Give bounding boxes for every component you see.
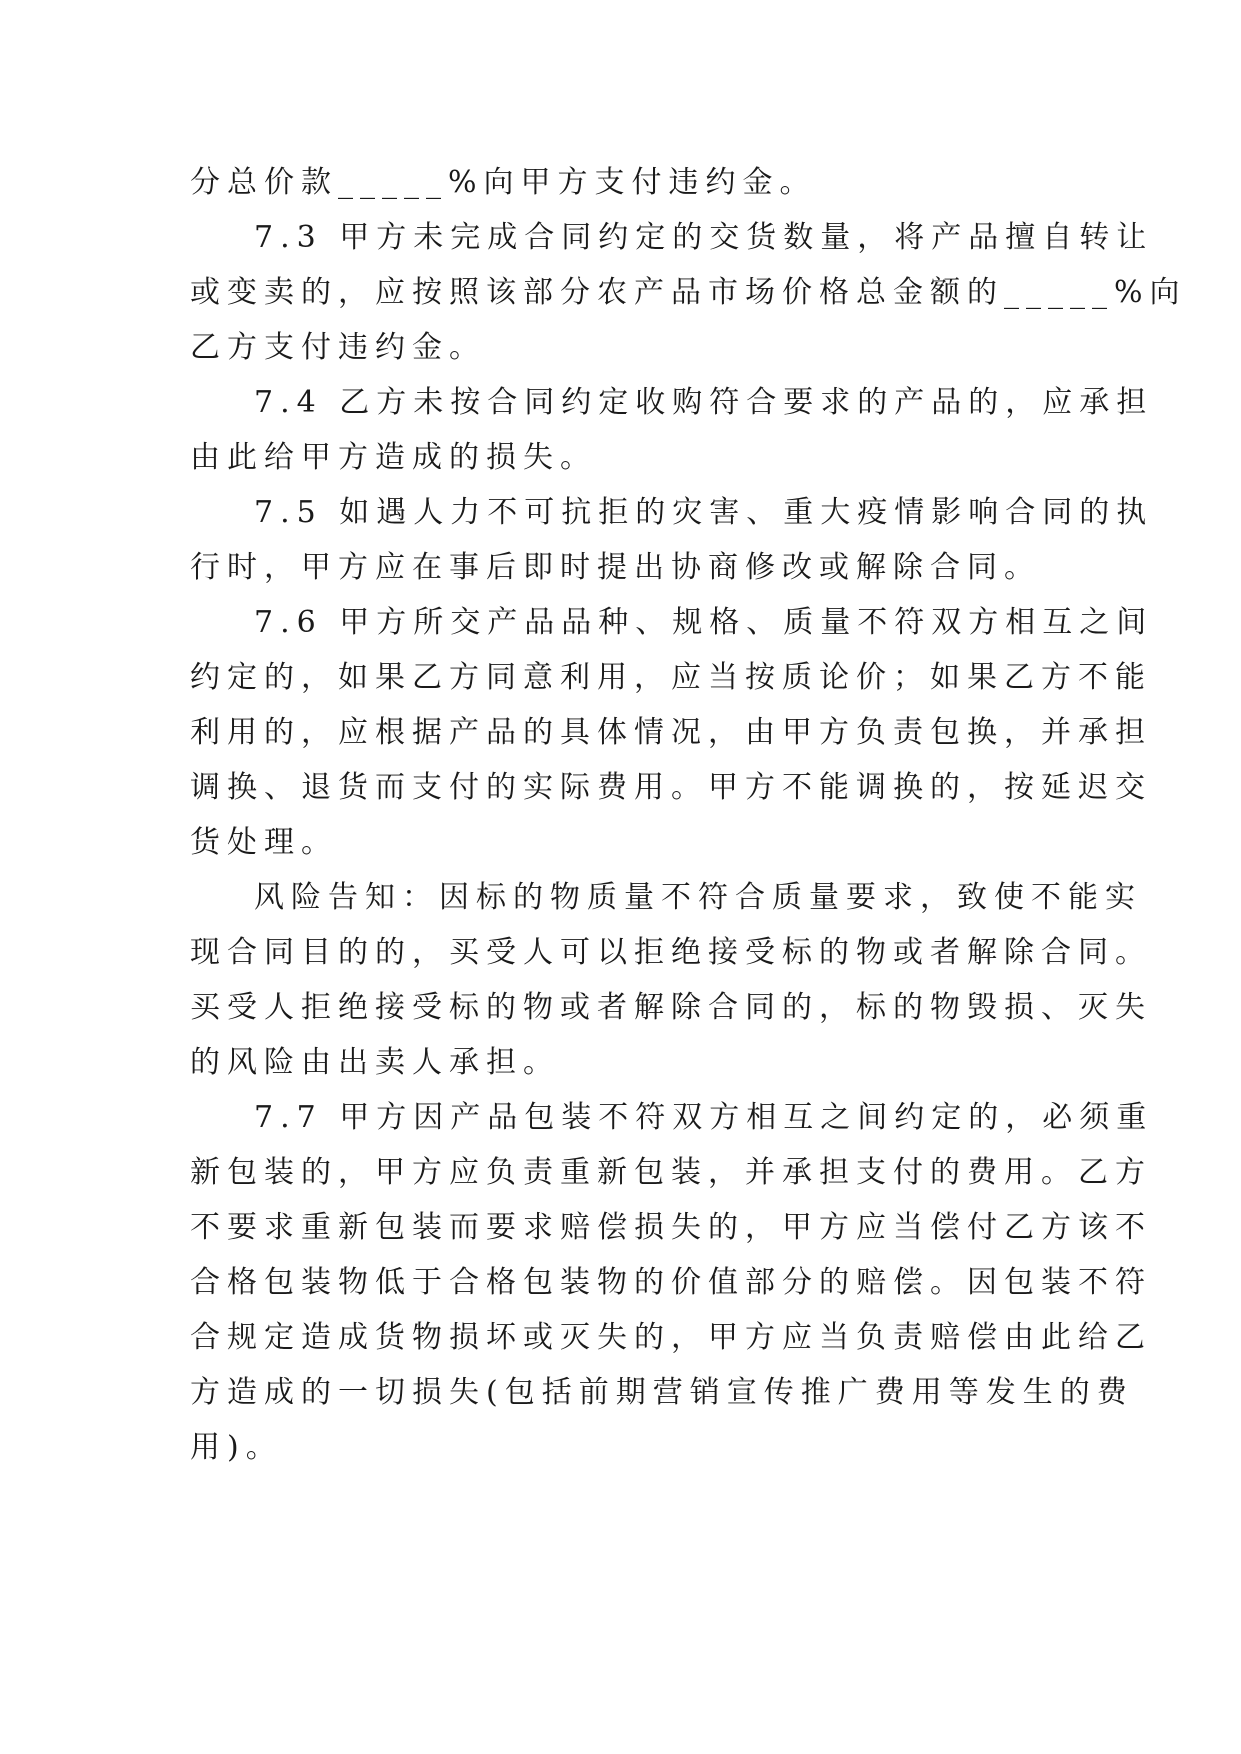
text-line: 约定的，如果乙方同意利用，应当按质论价；如果乙方不能 bbox=[190, 660, 1152, 695]
text-line: 利用的，应根据产品的具体情况，由甲方负责包换，并承担 bbox=[190, 715, 1152, 750]
document-page bbox=[190, 155, 1187, 1475]
text-line: 由此给甲方造成的损失。 bbox=[190, 440, 597, 475]
text-line: 风险告知：因标的物质量不符合质量要求，致使不能实 bbox=[254, 880, 1142, 915]
text-line: 不要求重新包装而要求赔偿损失的，甲方应当偿付乙方该不 bbox=[190, 1210, 1152, 1245]
text-line: 现合同目的的，买受人可以拒绝接受标的物或者解除合同。 bbox=[190, 935, 1152, 970]
text-line: 或变卖的，应按照该部分农产品市场价格总金额的_____%向 bbox=[190, 275, 1187, 310]
text-line: 调换、退货而支付的实际费用。甲方不能调换的，按延迟交 bbox=[190, 770, 1152, 805]
text-line: 买受人拒绝接受标的物或者解除合同的，标的物毁损、灭失 bbox=[190, 990, 1152, 1025]
text-line: 分总价款_____%向甲方支付违约金。 bbox=[190, 165, 817, 200]
text-line: 乙方支付违约金。 bbox=[190, 330, 486, 365]
text-line: 的风险由出卖人承担。 bbox=[190, 1045, 560, 1080]
text-line: 7.7 甲方因产品包装不符双方相互之间约定的，必须重 bbox=[254, 1100, 1154, 1135]
text-line: 合格包装物低于合格包装物的价值部分的赔偿。因包装不符 bbox=[190, 1265, 1152, 1300]
text-line: 货处理。 bbox=[190, 825, 338, 860]
text-line: 用)。 bbox=[190, 1430, 283, 1465]
text-line: 合规定造成货物损坏或灭失的，甲方应当负责赔偿由此给乙 bbox=[190, 1320, 1152, 1355]
text-line: 7.6 甲方所交产品品种、规格、质量不符双方相互之间 bbox=[254, 605, 1154, 640]
text-line: 方造成的一切损失(包括前期营销宣传推广费用等发生的费 bbox=[190, 1375, 1134, 1410]
text-line: 7.4 乙方未按合同约定收购符合要求的产品的，应承担 bbox=[254, 385, 1154, 420]
text-line: 新包装的，甲方应负责重新包装，并承担支付的费用。乙方 bbox=[190, 1155, 1152, 1190]
text-line: 7.5 如遇人力不可抗拒的灾害、重大疫情影响合同的执 bbox=[254, 495, 1154, 530]
text-line: 行时，甲方应在事后即时提出协商修改或解除合同。 bbox=[190, 550, 1041, 585]
text-line: 7.3 甲方未完成合同约定的交货数量，将产品擅自转让 bbox=[254, 220, 1154, 255]
